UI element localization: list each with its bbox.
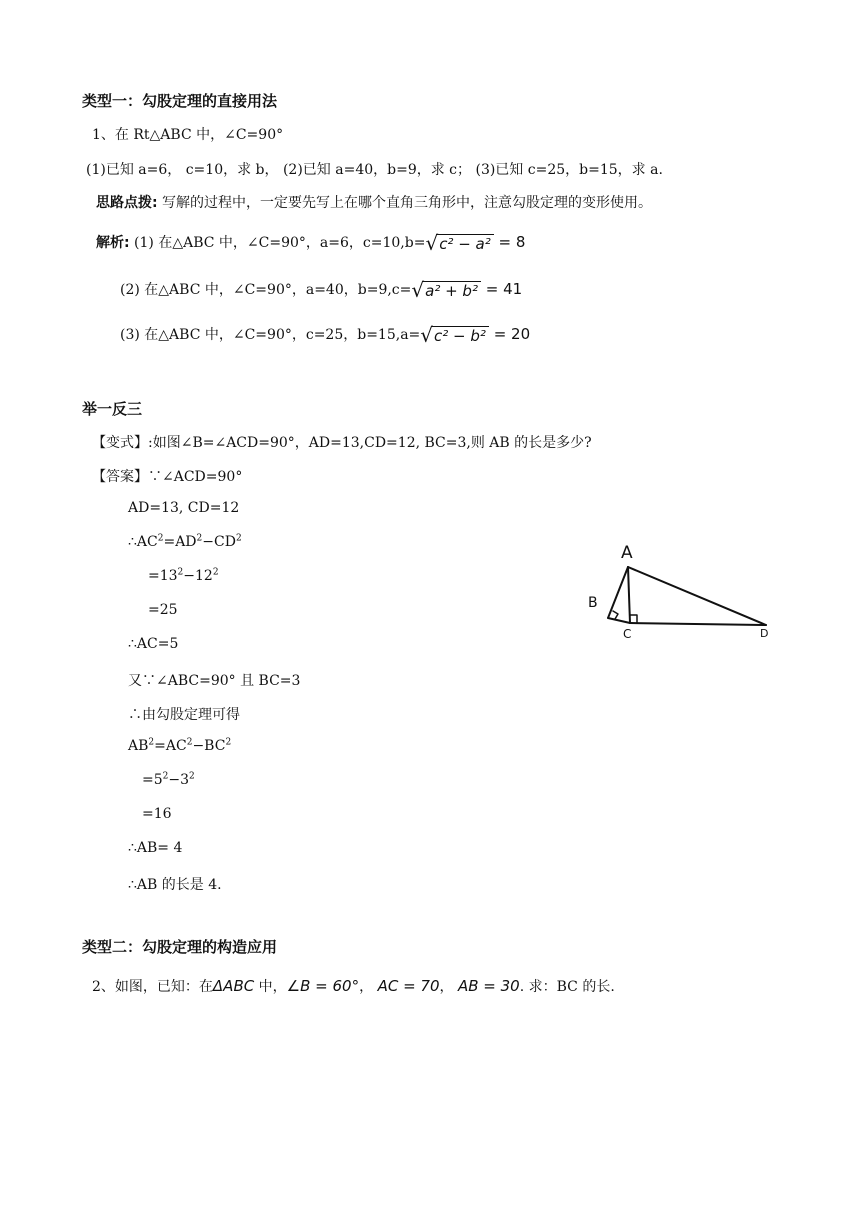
answer-step-2: $\therefore AC^2=AD^2-CD^2$: [128, 533, 242, 550]
answer-first: ∵∠ACD=90°: [148, 469, 243, 485]
solution-label: 解析:: [96, 235, 130, 251]
right-angle-mark-c: [630, 615, 637, 623]
solution-1-result: = 8: [493, 233, 526, 251]
label-a: A: [621, 543, 633, 563]
solution-1-text: (1) 在△ABC 中，∠C=90°，a=6，c=10,b=: [129, 235, 426, 251]
solution-2-result: = 41: [480, 280, 523, 298]
answer-step-9: =16: [142, 806, 172, 822]
solution-3-result: = 20: [488, 325, 531, 343]
practice-title: 举一反三: [82, 400, 143, 418]
solution-2: [120, 278, 522, 302]
solution-3-text: (3) 在△ABC 中，∠C=90°，c=25，b=15,a=: [120, 327, 421, 343]
answer-step-10: ∴AB= 4: [128, 840, 183, 856]
answer-step-5: 又∵∠ABC=90° 且 BC=3: [128, 673, 301, 689]
question-1-parts: (1)已知 a=6， c=10，求 b， (2)已知 a=40，b=9，求 c； (3)已知 c=25，b=15，求 a.: [86, 162, 663, 178]
question-2-triangle: ΔABC: [212, 977, 255, 995]
radical-2-content: a² + b²: [422, 281, 481, 300]
variant-text: :如图∠B=∠ACD=90°，AD=13,CD=12, BC=3,则 AB 的长是多少?: [148, 435, 592, 451]
radical-2: √a² + b²: [411, 278, 481, 302]
answer-step-7: $AB^2=AC^2-BC^2$: [128, 737, 232, 754]
radical-1: √c² − a²: [425, 231, 493, 255]
radical-3: √c² − b²: [420, 323, 489, 347]
hint-label: 思路点拨:: [96, 195, 158, 211]
segment-bc: [608, 618, 630, 623]
triangle-figure: [580, 540, 780, 650]
answer-step-8: $=5^2-3^2$: [142, 771, 195, 788]
segment-ab: [608, 567, 628, 618]
answer-step-6: ∴由勾股定理可得: [128, 707, 240, 723]
label-b: B: [588, 595, 598, 611]
solution-1: [96, 231, 525, 255]
question-2-ac: AC = 70: [377, 977, 440, 995]
hint-line: [96, 192, 652, 212]
answer-step-4: ∴AC=5: [128, 636, 179, 652]
label-c: C: [623, 627, 632, 641]
section2-title: 类型二：勾股定理的构造应用: [82, 938, 278, 956]
question-2-mid: 中，: [254, 979, 287, 995]
question-2-angle: ∠B = 60°: [286, 977, 360, 995]
segment-cd: [630, 623, 766, 625]
hint-text: 写解的过程中，一定要先写上在哪个直角三角形中，注意勾股定理的变形使用。: [157, 195, 653, 211]
question-1: 1、在 Rt△ABC 中，∠C=90°: [92, 127, 284, 143]
question-2-ab: AB = 30: [457, 977, 520, 995]
answer-step-3: =25: [148, 602, 178, 618]
question-2-suffix: . 求：BC 的长.: [519, 979, 615, 995]
variant-label: 【变式】: [92, 435, 148, 451]
answer-line: [92, 466, 242, 486]
answer-label: 【答案】: [92, 469, 148, 485]
label-d: D: [760, 627, 769, 640]
answer-step-2b: $=13^2-12^2$: [148, 567, 219, 584]
variant-line: [92, 432, 592, 452]
answer-step-1: AD=13, CD=12: [128, 500, 240, 516]
right-angle-mark-b: [613, 611, 618, 619]
solution-2-text: (2) 在△ABC 中，∠C=90°，a=40，b=9,c=: [120, 282, 412, 298]
answer-step-11: ∴AB 的长是 4.: [128, 877, 222, 893]
question-2: 2、如图，已知：在ΔABC 中，∠B = 60°， AC = 70， AB = 30. 求：BC 的长.: [92, 977, 615, 995]
radical-3-content: c² − b²: [431, 326, 489, 345]
solution-3: [120, 323, 530, 347]
radical-1-content: c² − a²: [436, 234, 494, 253]
section1-title: 类型一：勾股定理的直接用法: [82, 92, 278, 110]
segment-ad: [628, 567, 766, 625]
question-2-prefix: 2、如图，已知：在: [92, 979, 213, 995]
